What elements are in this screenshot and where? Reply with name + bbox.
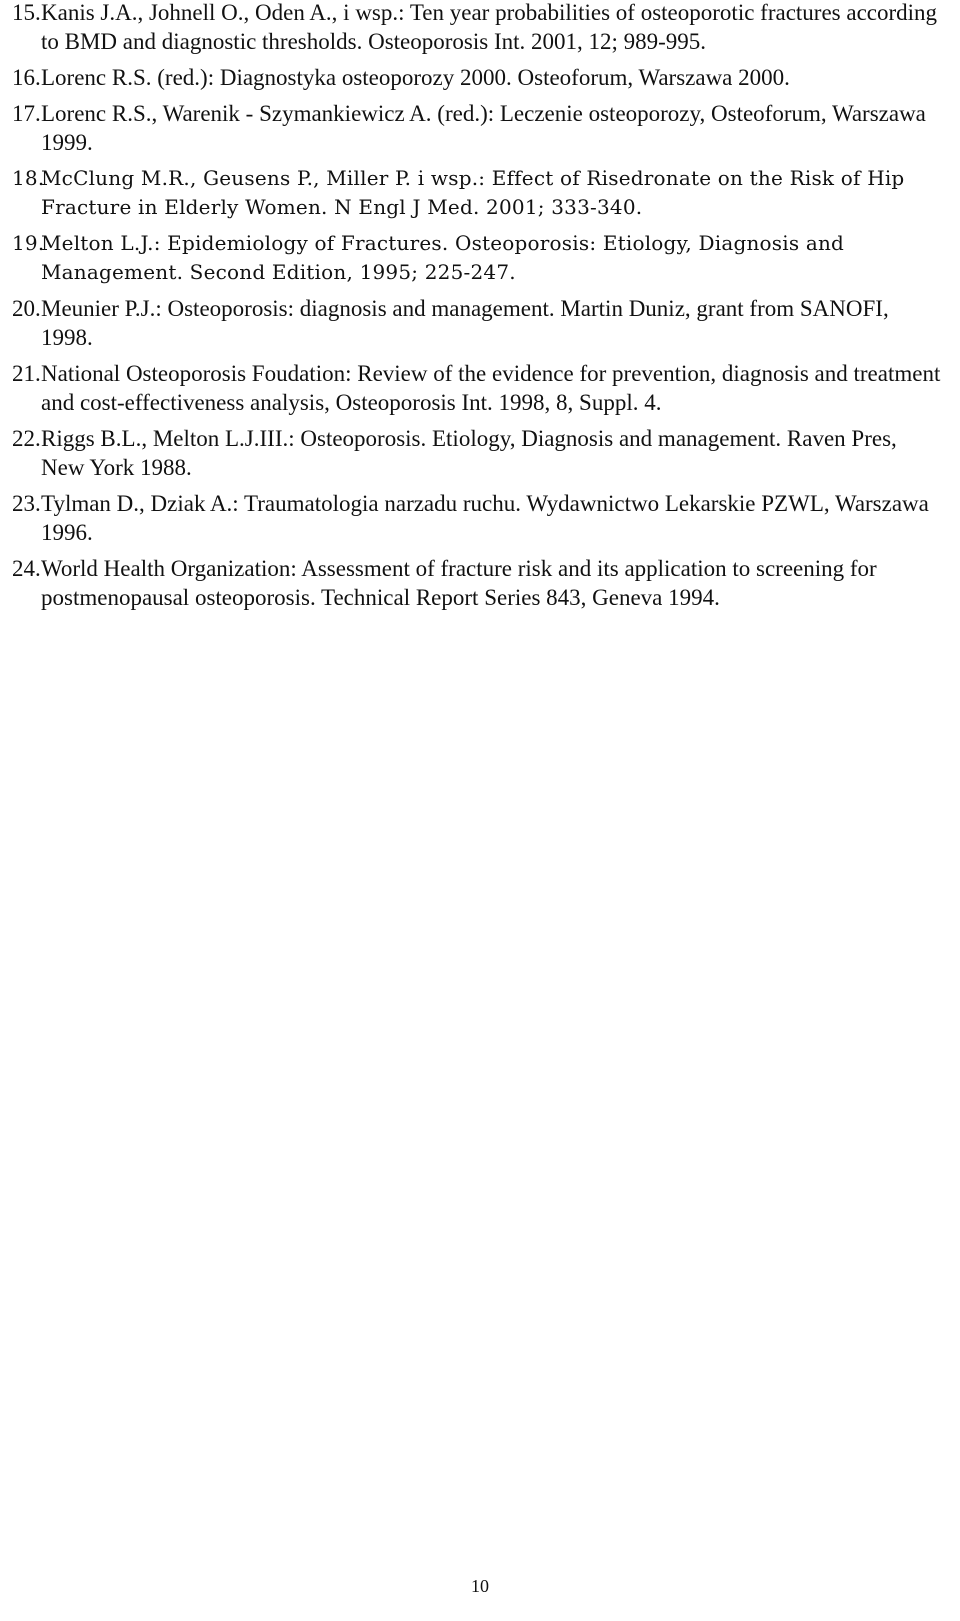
reference-text: Lorenc R.S., Warenik - Szymankiewicz A. (red.): Leczenie osteoporozy, Osteoforum, Warszawa 1999. <box>41 101 926 155</box>
reference-18 <box>12 164 942 222</box>
reference-text: National Osteoporosis Foudation: Review of the evidence for prevention, diagnosis and treatment and cost-effectiveness analysis, Osteoporosis Int. 1998, 8, Suppl. 4. <box>41 361 941 415</box>
reference-19 <box>12 229 942 287</box>
reference-24 <box>12 554 942 612</box>
reference-23 <box>12 489 942 547</box>
reference-number: 22. <box>12 426 41 451</box>
reference-number: 23. <box>12 491 41 516</box>
reference-number: 18. <box>12 166 45 190</box>
reference-16 <box>12 63 942 92</box>
reference-text: Riggs B.L., Melton L.J.III.: Osteoporosis. Etiology, Diagnosis and management. Raven Pres, New York 1988. <box>41 426 897 480</box>
reference-text: Lorenc R.S. (red.): Diagnostyka osteoporozy 2000. Osteoforum, Warszawa 2000. <box>41 65 790 90</box>
reference-17 <box>12 99 942 157</box>
reference-number: 17. <box>12 101 41 126</box>
reference-text: Melton L.J.: Epidemiology of Fractures. Osteoporosis: Etiology, Diagnosis and Management. Second Edition, 1995; 225-247. <box>41 231 845 284</box>
page-number: 10 <box>471 1576 489 1596</box>
reference-20 <box>12 294 942 352</box>
reference-21 <box>12 359 942 417</box>
reference-text: Meunier P.J.: Osteoporosis: diagnosis and management. Martin Duniz, grant from SANOFI, 1998. <box>41 296 889 350</box>
reference-22 <box>12 424 942 482</box>
reference-number: 24. <box>12 556 41 581</box>
reference-list <box>12 0 942 619</box>
reference-text: Kanis J.A., Johnell O., Oden A., i wsp.: Ten year probabilities of osteoporotic fractures according to BMD and diagnostic thresholds. Osteoporosis Int. 2001, 12; 989-995. <box>41 0 938 54</box>
reference-15 <box>12 0 942 56</box>
reference-number: 20. <box>12 296 41 321</box>
reference-text: World Health Organization: Assessment of fracture risk and its application to screening for postmenopausal osteoporosis. Technical Report Series 843, Geneva 1994. <box>41 556 877 610</box>
reference-number: 16. <box>12 65 41 90</box>
reference-text: McClung M.R., Geusens P., Miller P. i wsp.: Effect of Risedronate on the Risk of Hip Fracture in Elderly Women. N Engl J Med. 2001; 333-340. <box>41 166 905 219</box>
reference-number: 19. <box>12 231 45 255</box>
reference-text: Tylman D., Dziak A.: Traumatologia narzadu ruchu. Wydawnictwo Lekarskie PZWL, Warszawa 1996. <box>41 491 929 545</box>
reference-number: 21. <box>12 361 41 386</box>
reference-number: 15. <box>12 0 41 25</box>
